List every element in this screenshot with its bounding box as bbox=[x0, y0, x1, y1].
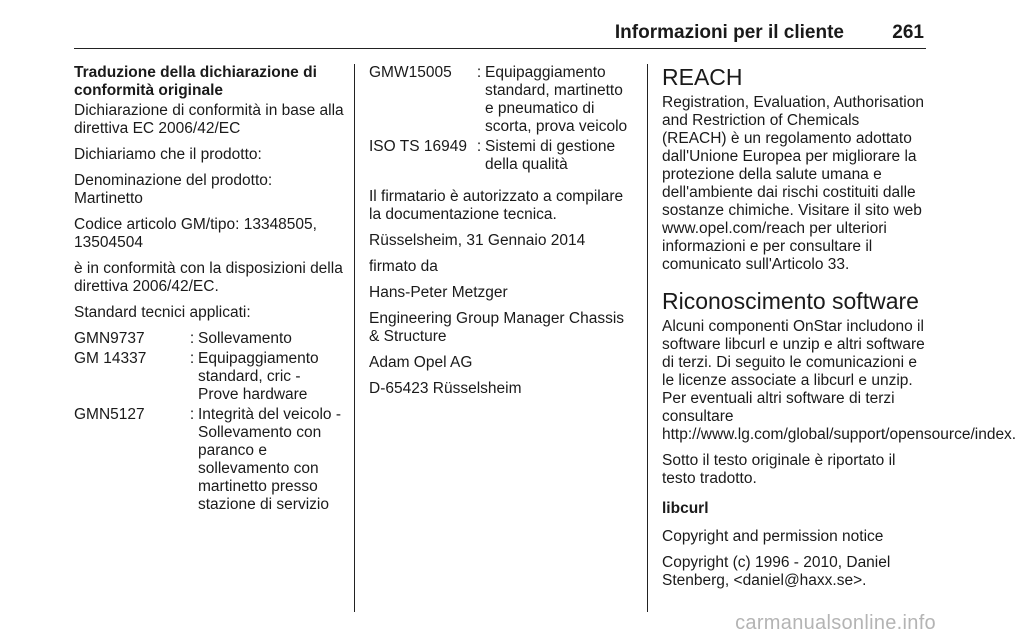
software-text: Alcuni componenti OnStar includono il software libcurl e unzip e altri software di terzi. Di seguito le comunicazioni e le licenze associate a libcurl e unzip. Per eventuali altri software di terzi consultare http://www.lg.com/global/support/opensource/index. bbox=[662, 318, 1016, 443]
standard-code: ISO TS 16949 bbox=[369, 138, 467, 155]
standard-code: GMW15005 bbox=[369, 64, 452, 81]
standard-code: GMN9737 bbox=[74, 330, 145, 347]
watermark: carmanualsonline.info bbox=[735, 612, 936, 634]
declaration-text: è in conformità con la disposizioni della direttiva 2006/42/EC. bbox=[74, 260, 343, 295]
column-3 bbox=[662, 64, 1016, 598]
table-row bbox=[369, 138, 633, 174]
column-divider-1 bbox=[354, 64, 355, 612]
separator: : bbox=[189, 350, 195, 367]
column-1 bbox=[74, 64, 344, 522]
separator: : bbox=[476, 64, 482, 81]
header-rule bbox=[74, 48, 926, 49]
libcurl-heading: libcurl bbox=[662, 500, 709, 517]
separator: : bbox=[476, 138, 482, 155]
separator: : bbox=[189, 330, 195, 347]
software-heading: Riconoscimento software bbox=[662, 288, 919, 314]
signatory-note: Il firmatario è autorizzato a compilare la documentazione tecnica. bbox=[369, 188, 624, 223]
standard-desc: Sistemi di gestione della qualità bbox=[485, 138, 616, 173]
standards-table bbox=[369, 64, 633, 174]
column-2 bbox=[369, 64, 633, 406]
libcurl-text: Copyright and permission notice bbox=[662, 528, 884, 545]
signatory-role: Engineering Group Manager Chassis & Structure bbox=[369, 310, 625, 345]
header-title: Informazioni per il cliente bbox=[614, 22, 844, 43]
software-text: Sotto il testo originale è riportato il testo tradotto. bbox=[662, 452, 896, 487]
page-number: 261 bbox=[892, 22, 924, 43]
column-divider-2 bbox=[647, 64, 648, 612]
standard-code: GM 14337 bbox=[74, 350, 147, 367]
standard-desc: Equipaggiamento standard, cric - Prove hardware bbox=[198, 350, 319, 403]
table-row bbox=[369, 64, 633, 136]
company-address: D-65423 Rüsselsheim bbox=[369, 380, 522, 397]
signed-by-label: firmato da bbox=[369, 258, 438, 275]
product-name: Denominazione del prodotto: Martinetto bbox=[74, 172, 273, 207]
product-code: Codice articolo GM/tipo: 13348505, 13504504 bbox=[74, 216, 317, 251]
place-date: Rüsselsheim, 31 Gennaio 2014 bbox=[369, 232, 586, 249]
standard-code: GMN5127 bbox=[74, 406, 145, 423]
standards-intro: Standard tecnici applicati: bbox=[74, 304, 251, 321]
declaration-text: Dichiariamo che il prodotto: bbox=[74, 146, 262, 163]
table-row bbox=[74, 350, 344, 404]
declaration-text: Dichiarazione di conformità in base alla direttiva EC 2006/42/EC bbox=[74, 102, 344, 137]
signatory-name: Hans-Peter Metzger bbox=[369, 284, 508, 301]
standard-desc: Equipaggiamento standard, martinetto e pneumatico di scorta, prova veicolo bbox=[485, 64, 628, 135]
separator: : bbox=[189, 406, 195, 423]
table-row bbox=[74, 330, 344, 348]
libcurl-text: Copyright (c) 1996 - 2010, Daniel Stenberg, <daniel@haxx.se>. bbox=[662, 554, 891, 589]
reach-heading: REACH bbox=[662, 64, 743, 90]
company-name: Adam Opel AG bbox=[369, 354, 473, 371]
standards-table bbox=[74, 330, 344, 514]
table-row bbox=[74, 406, 344, 514]
standard-desc: Integrità del veicolo - Sollevamento con paranco e sollevamento con martinetto presso stazione di servizio bbox=[198, 406, 342, 513]
reach-text: Registration, Evaluation, Authorisation and Restriction of Chemicals (REACH) è un regolamento adottato dall'Unione Europea per migliorare la protezione della salute umana e dell'ambiente dai rischi costituiti dalle sostanze chimiche. Visitare il sito web www.opel.com/reach per ulteriori informazioni e per consultare il comunicato sull'Articolo 33. bbox=[662, 94, 924, 273]
standard-desc: Sollevamento bbox=[198, 330, 292, 347]
declaration-heading: Traduzione della dichiarazione di conformità originale bbox=[74, 64, 317, 99]
